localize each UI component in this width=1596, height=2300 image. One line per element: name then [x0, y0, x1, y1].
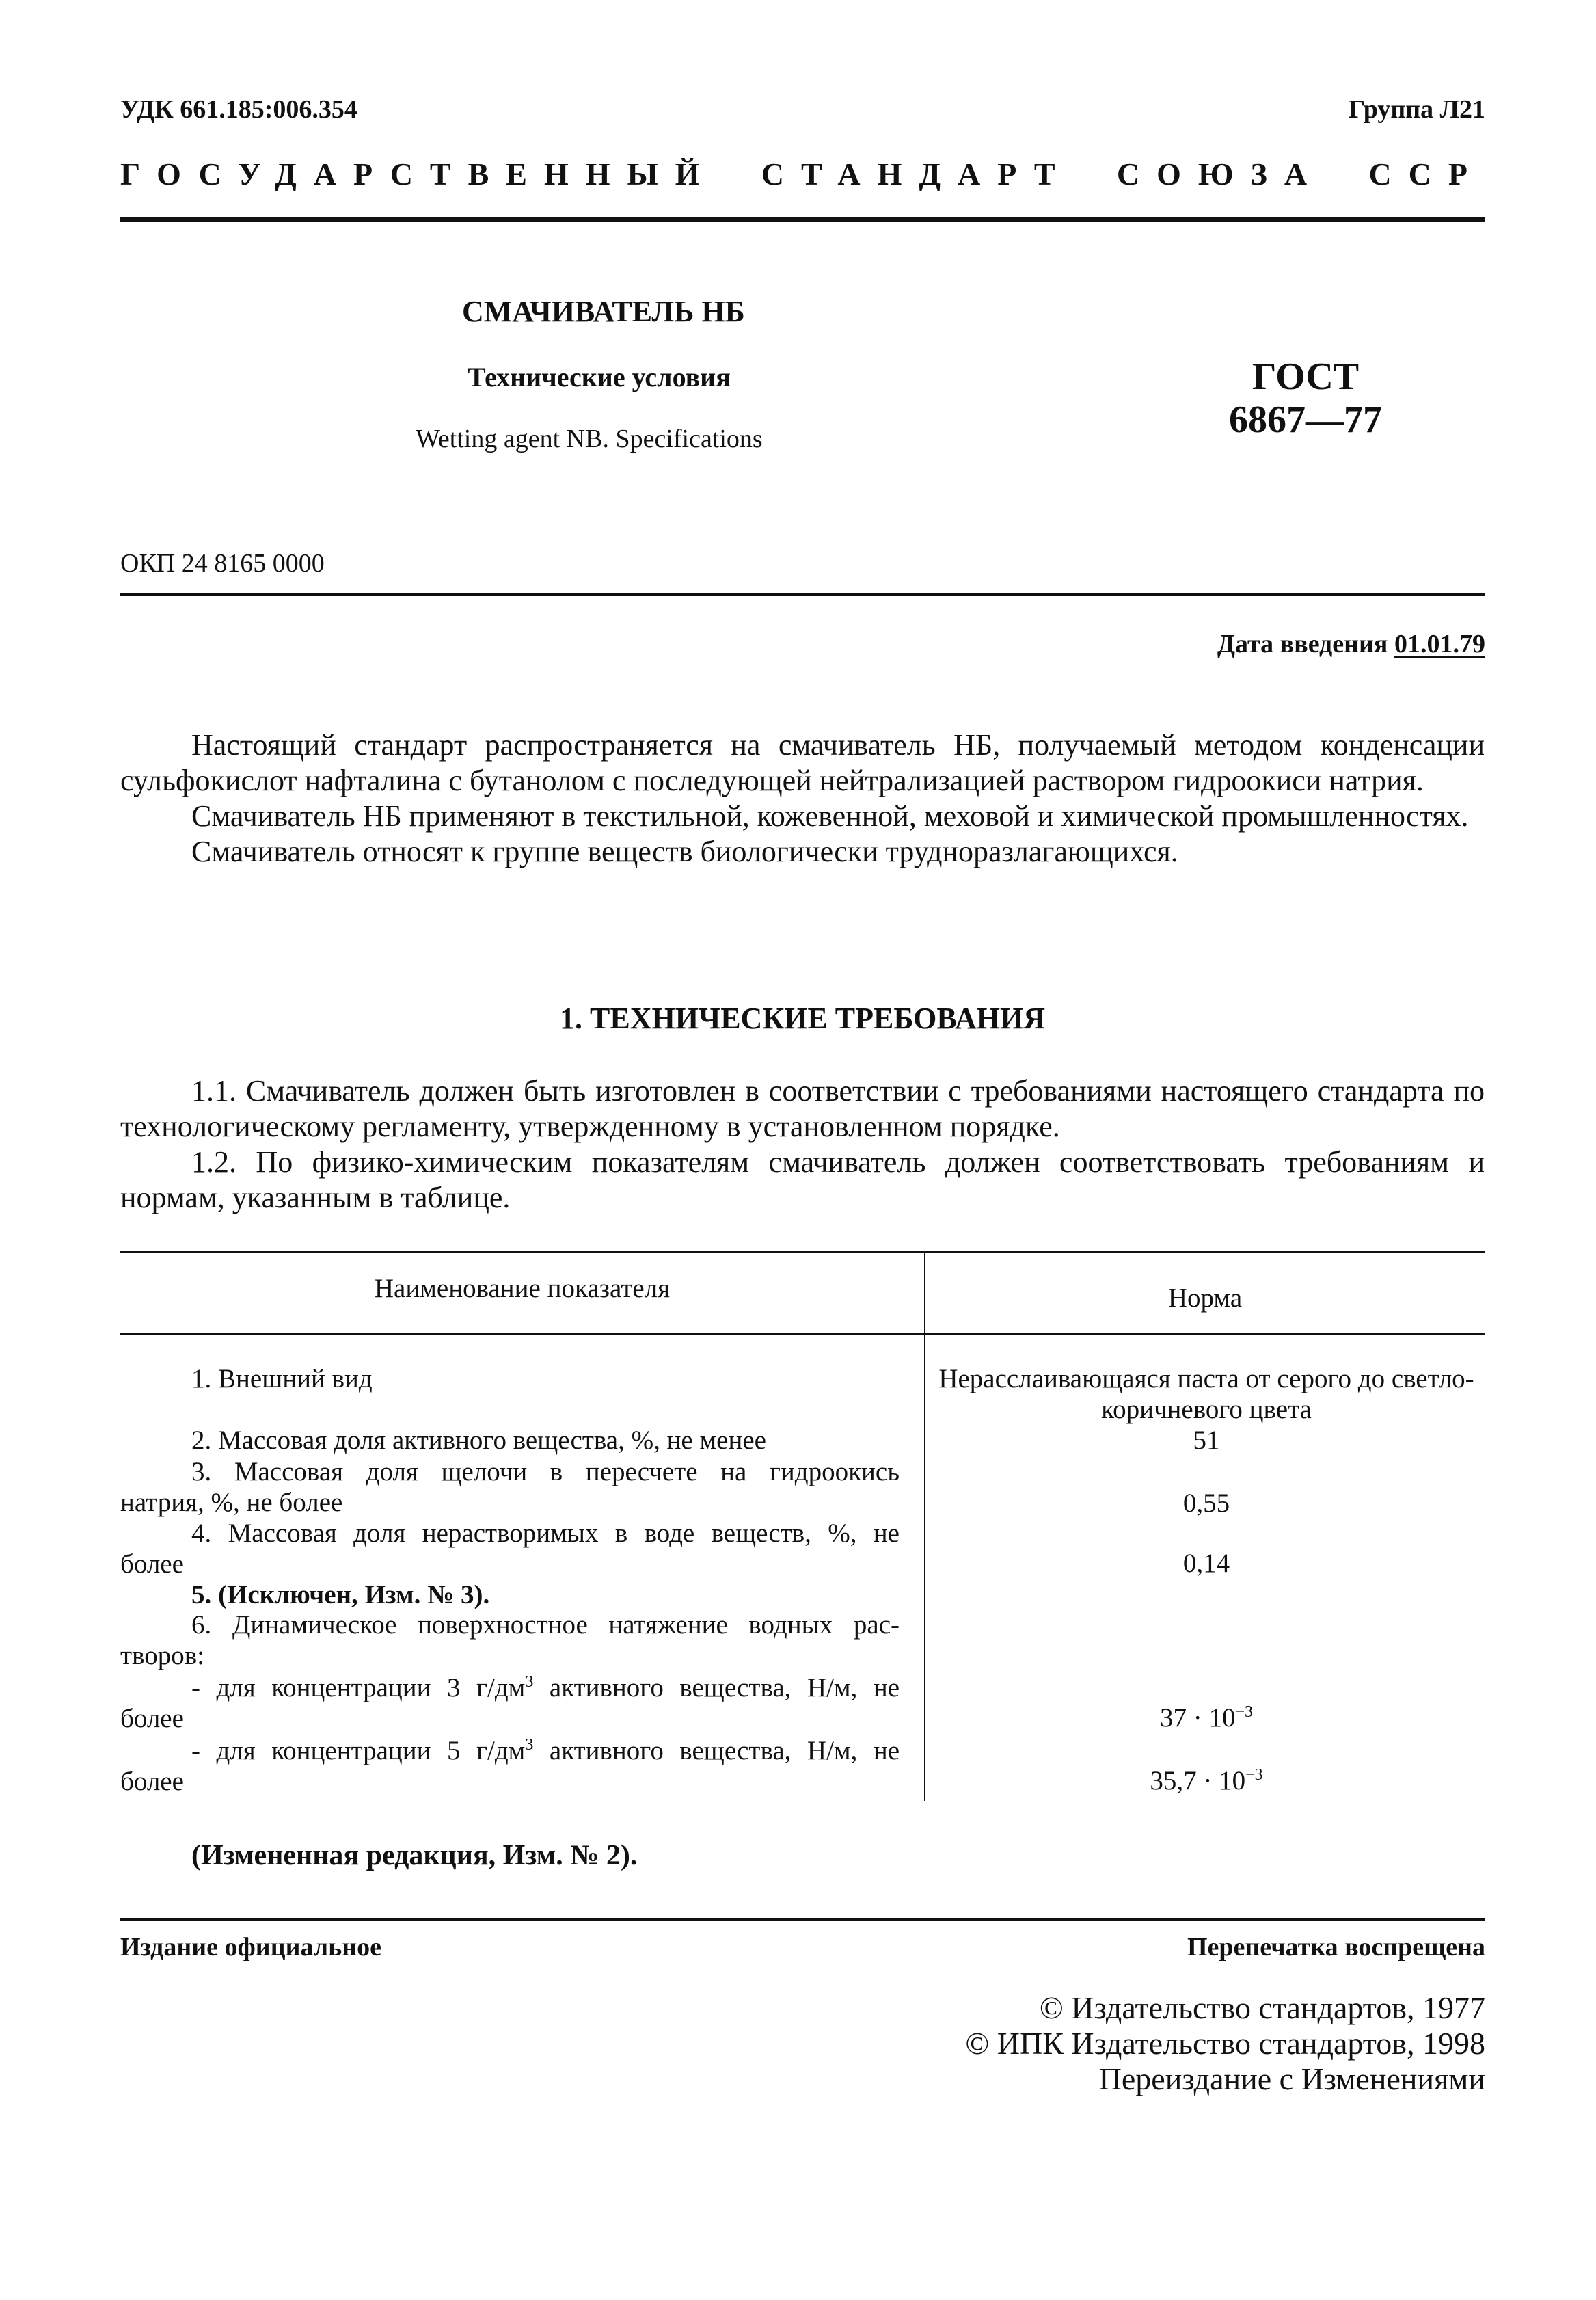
table-row: [120, 1456, 900, 1518]
table-row: [120, 1609, 900, 1671]
amendment-note: (Измененная редакция, Изм. № 2).: [191, 1840, 638, 1871]
row-7-name-part-a: - для концентрации 3 г/дм: [191, 1673, 526, 1702]
intro-date-label: Дата введения: [1217, 630, 1388, 658]
row-8-superscript: 3: [525, 1736, 534, 1754]
row-6-name-line1: 6. Динамическое поверхностное натяжение водных рас-: [191, 1610, 900, 1640]
table-header-name: Наименование показателя: [374, 1274, 671, 1303]
row-8-norm: [930, 1765, 1483, 1796]
table-header-norm: Норма: [1167, 1283, 1243, 1313]
table-column-divider: [924, 1251, 925, 1801]
document-subtitle: Технические условия: [468, 362, 731, 392]
state-word-3: СОЮЗА: [1116, 157, 1325, 191]
row-1-name: 1. Внешний вид: [191, 1364, 373, 1393]
state-word-1: ГОСУДАРСТВЕННЫЙ: [120, 157, 717, 191]
row-7-norm-base: 37 · 10: [1159, 1703, 1236, 1733]
udk-code: УДК 661.185:006.354: [120, 95, 357, 124]
state-word-4: ССР: [1368, 157, 1485, 191]
row-7-norm-exponent: −3: [1235, 1703, 1254, 1721]
row-8-norm-exponent: −3: [1245, 1766, 1263, 1784]
section-text: [120, 1073, 1485, 1216]
row-2-norm: 51: [1193, 1426, 1220, 1455]
table-row: [120, 1425, 900, 1456]
table-row: [120, 1518, 900, 1579]
okp-code: ОКП 24 8165 0000: [120, 549, 325, 578]
section-paragraph-2: 1.2. По физико-химическим показателям смачиватель должен соответствовать требованиям и нормам, указанным в таблице.: [120, 1145, 1485, 1214]
row-1-norm: Нерасслаивающаяся паста от серого до светло-коричневого цвета: [938, 1364, 1474, 1424]
row-4-name-line2: более: [120, 1549, 184, 1579]
table-row: [120, 1672, 900, 1734]
intro-paragraph-3: Смачиватель относят к группе веществ биологически трудноразлагающихся.: [191, 835, 1178, 868]
table-row: [120, 1363, 900, 1394]
intro-date-value: 01.01.79: [1394, 630, 1485, 658]
table-header-rule: [120, 1333, 1485, 1335]
row-8-norm-base: 35,7 · 10: [1150, 1766, 1246, 1795]
footer-rule: [120, 1918, 1485, 1921]
row-7-name-line2: более: [120, 1704, 184, 1733]
official-edition: Издание официальное: [120, 1933, 382, 1962]
reissue-note: Переиздание с Изменениями: [1098, 2061, 1485, 2096]
header-rule: [120, 217, 1485, 222]
row-8-name-line2: более: [120, 1767, 184, 1796]
state-standard-heading: [120, 156, 1485, 192]
reprint-notice: Перепечатка воспрещена: [1187, 1933, 1485, 1962]
row-8-name-line1: [120, 1735, 900, 1766]
intro-text: [120, 727, 1485, 870]
section-paragraph-1: 1.1. Смачиватель должен быть изготовлен в соответствии с требованиями настоящего стандарта по технологическому регламенту, утвержденному в установленном порядке.: [120, 1074, 1485, 1143]
gost-label: ГОСТ: [1252, 356, 1360, 398]
state-word-2: СТАНДАРТ: [761, 157, 1072, 191]
row-6-name-line2: творов:: [120, 1641, 204, 1670]
row-7-name-part-b: активного вещества, Н/м, не: [533, 1673, 900, 1702]
table-row: [120, 1735, 900, 1797]
okp-rule: [120, 593, 1485, 596]
copyright-1977: © Издательство стандартов, 1977: [1039, 1990, 1485, 2025]
row-8-name-part-b: активного вещества, Н/м, не: [533, 1736, 900, 1765]
table-row: [120, 1579, 900, 1610]
group-code: Группа Л21: [1348, 95, 1485, 124]
intro-date: [1217, 629, 1485, 659]
row-3-name-line1: 3. Массовая доля щелочи в пересчете на гидроокись: [191, 1457, 900, 1486]
english-title: Wetting agent NB. Specifications: [416, 425, 763, 453]
gost-number: 6867—77: [1229, 398, 1382, 441]
row-3-name-line2: натрия, %, не более: [120, 1488, 343, 1517]
row-7-norm: [930, 1702, 1483, 1733]
row-8-name-part-a: - для концентрации 5 г/дм: [191, 1736, 526, 1765]
row-3-norm: 0,55: [1182, 1488, 1230, 1518]
row-5-name: 5. (Исключен, Изм. № 3).: [191, 1580, 490, 1609]
row-7-superscript: 3: [525, 1673, 534, 1691]
intro-paragraph-1: Настоящий стандарт распространяется на смачиватель НБ, получаемый методом конденсации сульфокислот нафталина с бутанолом с последующей нейтрализацией раствором гидроокиси натрия.: [120, 728, 1485, 797]
row-4-norm: 0,14: [1182, 1549, 1230, 1578]
row-7-name-line1: [120, 1672, 900, 1703]
gost-designation: [1217, 356, 1394, 441]
copyright-1998: © ИПК Издательство стандартов, 1998: [965, 2026, 1485, 2061]
row-4-name-line1: 4. Массовая доля нерастворимых в воде веществ, %, не: [191, 1519, 900, 1548]
row-2-name: 2. Массовая доля активного вещества, %, не менее: [191, 1426, 766, 1455]
section-heading: 1. ТЕХНИЧЕСКИЕ ТРЕБОВАНИЯ: [560, 1002, 1045, 1035]
intro-paragraph-2: Смачиватель НБ применяют в текстильной, кожевенной, меховой и химической промышленностях.: [191, 799, 1469, 833]
document-title: СМАЧИВАТЕЛЬ НБ: [462, 295, 745, 328]
table-top-rule: [120, 1251, 1485, 1253]
